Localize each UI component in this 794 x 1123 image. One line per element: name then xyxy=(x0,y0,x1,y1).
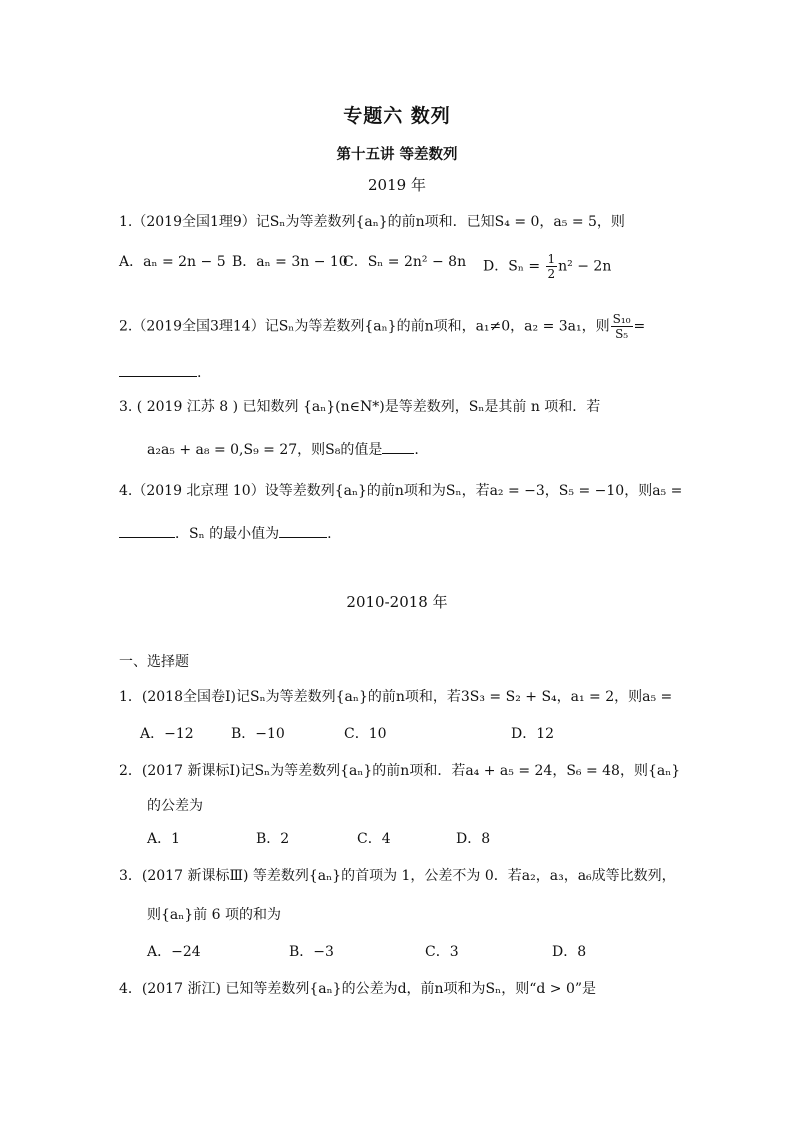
question-2019-4-text: ．Sₙ 的最小值为 xyxy=(175,526,280,542)
question-2019-1-stem: 1.（2019全国1理9）记Sₙ为等差数列{aₙ}的前n项和．已知S₄ = 0，a₅ = 5，则 xyxy=(119,214,625,230)
question-2019-3-text: a₂a₅ + a₈ = 0,S₉ = 27，则S₈的值是 xyxy=(147,442,383,458)
question-3-option-d: D．8 xyxy=(552,944,587,960)
fraction-numerator: 1 xyxy=(547,252,556,266)
fraction-s10-s5 xyxy=(611,312,633,341)
question-2019-2-end: . xyxy=(197,365,202,381)
question-2019-4-stem: 4.（2019 北京理 10）设等差数列{aₙ}的前n项和为Sₙ，若a₂ = −3，S₅ = −10，则a₅ = xyxy=(119,483,683,499)
question-2-line2: 的公差为 xyxy=(147,798,203,814)
question-1-option-d: D．12 xyxy=(511,726,555,742)
answer-blank[interactable] xyxy=(119,362,197,377)
question-2-option-a: A．1 xyxy=(147,831,181,847)
question-2-option-d: D．8 xyxy=(456,831,491,847)
answer-blank[interactable] xyxy=(119,523,175,538)
question-2019-4-end: . xyxy=(327,526,332,542)
question-3-line2: 则{aₙ}前 6 项的和为 xyxy=(147,907,282,923)
question-2019-2-text: 2.（2019全国3理14）记Sₙ为等差数列{aₙ}的前n项和，a₁≠0，a₂ = 3a₁，则 xyxy=(119,318,610,335)
question-1-option-c: C．10 xyxy=(344,726,387,742)
answer-blank[interactable] xyxy=(279,523,327,538)
year-heading-2019: 2019 年 xyxy=(368,176,426,194)
question-2019-1-option-d xyxy=(483,252,611,281)
fraction-denominator: S₅ xyxy=(615,327,629,341)
option-d-label: D．Sₙ = xyxy=(483,258,545,275)
year-heading-2010-2018: 2010-2018 年 xyxy=(346,593,448,611)
question-2019-1-option-a: A．aₙ = 2n − 5 xyxy=(119,254,226,270)
question-2-option-b: B．2 xyxy=(256,831,290,847)
question-2-stem: 2．(2017 新课标Ⅰ)记Sₙ为等差数列{aₙ}的前n项和．若a₄ + a₅ = 24，S₆ = 48，则{aₙ} xyxy=(119,763,681,779)
question-2019-1-option-c: C．Sₙ = 2n² − 8n xyxy=(343,254,467,270)
option-d-tail: n² − 2n xyxy=(558,258,612,275)
question-1-stem: 1．(2018全国卷Ⅰ)记Sₙ为等差数列{aₙ}的前n项和，若3S₃ = S₂ + S₄，a₁ = 2，则a₅ = xyxy=(119,689,673,705)
question-3-option-b: B．−3 xyxy=(289,944,334,960)
question-2019-3-end: . xyxy=(414,442,419,458)
question-2019-1-option-b: B．aₙ = 3n − 10 xyxy=(232,254,348,270)
question-2-option-c: C．4 xyxy=(357,831,391,847)
section-heading-multiple-choice: 一、选择题 xyxy=(119,654,189,670)
page-title: 专题六 数列 xyxy=(343,105,451,127)
question-3-option-c: C．3 xyxy=(425,944,459,960)
question-1-option-a: A．−12 xyxy=(140,726,194,742)
question-2019-3-stem: 3. ( 2019 江苏 8 ) 已知数列 {aₙ}(n∈N*)是等差数列，Sₙ是其前 n 项和．若 xyxy=(119,399,601,415)
question-2019-3-line2 xyxy=(147,439,419,460)
question-3-option-a: A．−24 xyxy=(147,944,201,960)
question-2019-2-stem xyxy=(119,312,645,341)
fraction-denominator: 2 xyxy=(547,267,556,281)
fraction-one-half xyxy=(546,252,558,281)
answer-blank[interactable] xyxy=(382,439,414,454)
question-2019-4-line2 xyxy=(119,523,332,544)
question-2019-2-equals: = xyxy=(633,318,646,335)
question-1-option-b: B．−10 xyxy=(231,726,285,742)
question-2019-2-answer-line xyxy=(119,362,201,383)
question-3-stem: 3．(2017 新课标Ⅲ) 等差数列{aₙ}的首项为 1，公差不为 0．若a₂，a₃，a₆成等比数列， xyxy=(119,868,676,884)
question-4-stem: 4．(2017 浙江) 已知等差数列{aₙ}的公差为d，前n项和为Sₙ，则“d > 0”是 xyxy=(119,981,597,997)
fraction-numerator: S₁₀ xyxy=(612,312,631,326)
lecture-subtitle: 第十五讲 等差数列 xyxy=(336,147,458,163)
